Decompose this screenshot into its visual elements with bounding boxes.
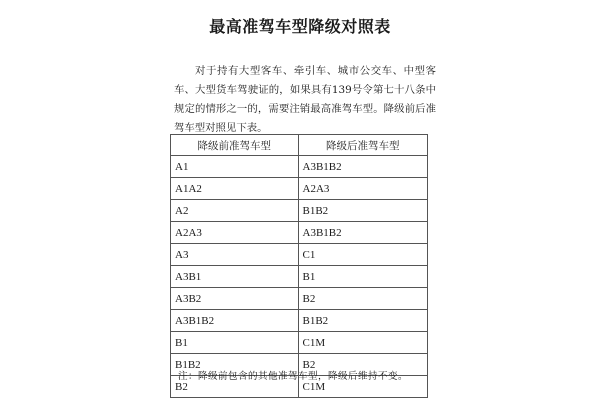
table-row (171, 178, 428, 200)
cell-after: A3B1B2 (298, 222, 428, 244)
cell-before: A3 (171, 244, 299, 266)
cell-after: A2A3 (298, 178, 428, 200)
table-row (171, 310, 428, 332)
license-downgrade-table (170, 134, 428, 398)
cell-before: B1B2 (171, 354, 299, 376)
cell-before: B1 (171, 332, 299, 354)
cell-after: C1M (298, 376, 428, 398)
header-after: 降级后准驾车型 (298, 135, 428, 156)
cell-after: C1 (298, 244, 428, 266)
cell-before: A2 (171, 200, 299, 222)
cell-before: A3B1 (171, 266, 299, 288)
cell-before: A1 (171, 156, 299, 178)
footnote: 注：降级前包含的其他准驾车型，降级后维持不变。 (178, 371, 409, 382)
table-row (171, 332, 428, 354)
table-row (171, 288, 428, 310)
cell-before: B2 (171, 376, 299, 398)
cell-before: A3B2 (171, 288, 299, 310)
table-row (171, 222, 428, 244)
cell-after: B1B2 (298, 200, 428, 222)
cell-after: C1M (298, 332, 428, 354)
cell-before: A1A2 (171, 178, 299, 200)
intro-paragraph: 对于持有大型客车、牵引车、城市公交车、中型客车、大型货车驾驶证的，如果具有139号令第七十八条中规定的情形之一的，需要注销最高准驾车型。降级前后准驾车型对照见下表。 (174, 65, 436, 134)
cell-before: A3B1B2 (171, 310, 299, 332)
document-title: 最高准驾车型降级对照表 (209, 17, 391, 36)
cell-after: B2 (298, 354, 428, 376)
cell-after: A3B1B2 (298, 156, 428, 178)
table-row (171, 200, 428, 222)
table-row (171, 156, 428, 178)
cell-after: B1B2 (298, 310, 428, 332)
cell-after: B1 (298, 266, 428, 288)
table-row (171, 244, 428, 266)
header-before: 降级前准驾车型 (171, 135, 299, 156)
cell-before: A2A3 (171, 222, 299, 244)
table-header-row (171, 135, 428, 156)
cell-after: B2 (298, 288, 428, 310)
table-row (171, 266, 428, 288)
